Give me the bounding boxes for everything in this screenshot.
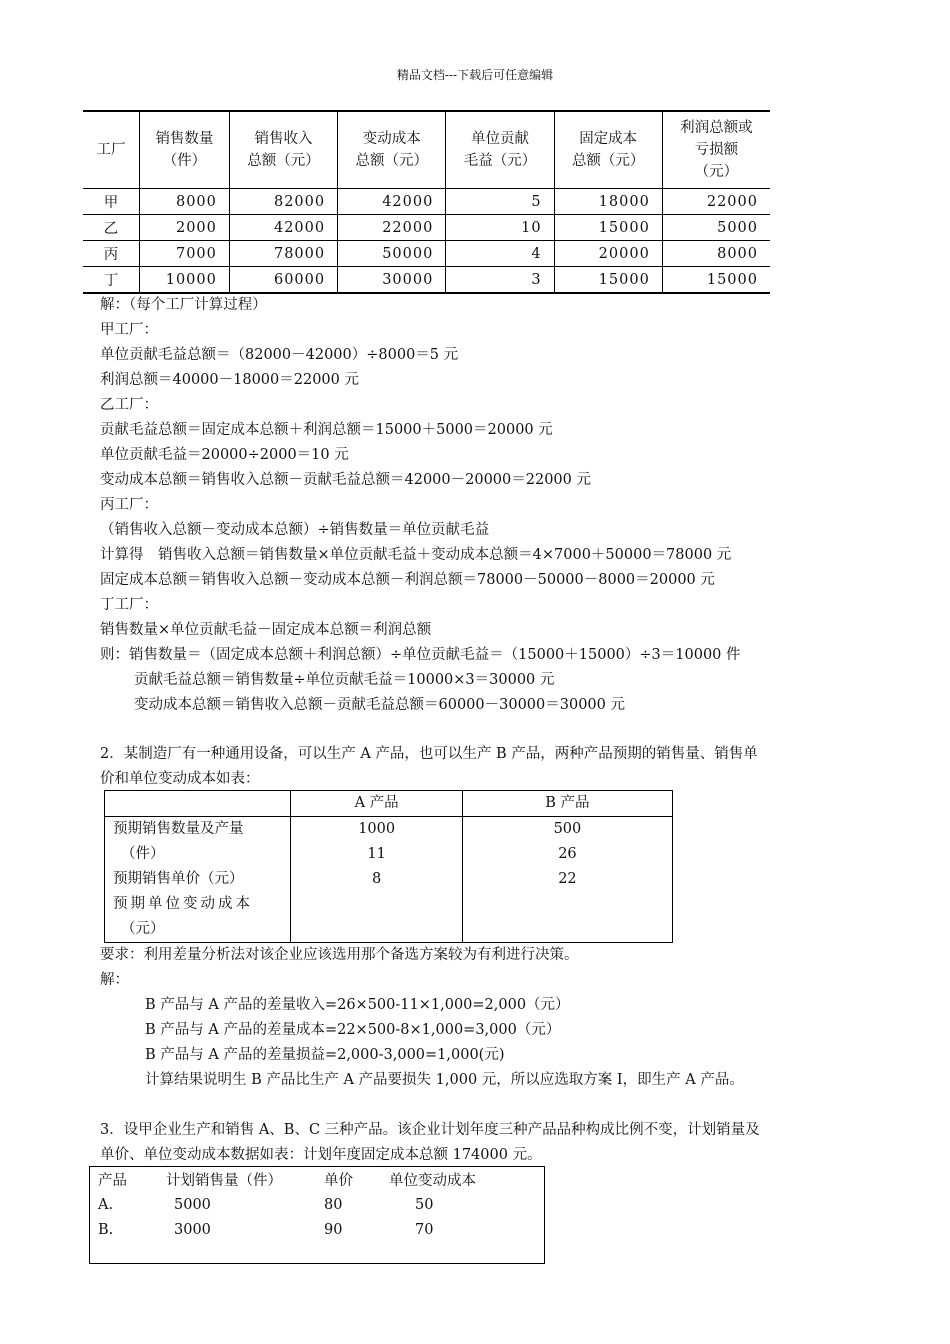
cell: 50 [415,1196,434,1213]
q2-requirement: 要求：利用差量分析法对该企业应该选用那个备选方案较为有利进行决策。 [100,947,579,963]
cell: 80 [324,1196,343,1213]
table-row [98,1192,509,1217]
header-fixed-cost: 固定成本 总额（元） [554,111,662,189]
value: 22 [558,871,577,887]
cell: 5 [446,189,554,215]
header-unit-var-cost: 单位变动成本 [389,1173,476,1189]
solution-line: 贡献毛益总额＝销售数量÷单位贡献毛益＝10000×3＝30000 元 [134,672,555,688]
table-row [83,189,770,215]
header-sales-revenue: 销售收入 总额（元） [229,111,337,189]
cell: 70 [415,1221,434,1238]
cell: 3 [446,267,554,294]
header-product-a: A 产品 [291,791,462,817]
cell: 10 [446,215,554,241]
product-a-values [291,817,462,943]
value: 8 [372,871,382,887]
cell: 22000 [338,215,446,241]
cell: 7000 [140,241,230,267]
label-yuan: （元） [121,921,165,937]
table-row [105,817,673,943]
solution-line: 单位贡献毛益＝20000÷2000＝10 元 [100,447,349,463]
cell: 2000 [140,215,230,241]
header-product: 产品 [98,1173,127,1189]
cell: 15000 [554,215,662,241]
q2-text-1: 2．某制造厂有一种通用设备，可以生产 A 产品，也可以生产 B 产品，两种产品预期的销售量、销售单 [100,746,758,762]
cell: 8000 [662,241,770,267]
factory-table [83,110,770,294]
cell: 5000 [174,1196,211,1213]
product-b-values [462,817,672,943]
cell: 82000 [229,189,337,215]
value: 1000 [358,821,396,837]
header-planned-qty: 计划销售量（件） [166,1173,282,1189]
product-compare-table [104,790,673,943]
table-header-row [83,111,770,189]
product-plan-table [98,1167,509,1242]
header-factory: 工厂 [83,111,140,189]
table-row [83,215,770,241]
label-sales-qty: 预期销售数量及产量 [113,821,244,837]
table-row [98,1217,509,1242]
table-header-row [105,791,673,817]
factory-b-label: 乙工厂： [100,397,158,413]
table-header-row [98,1167,509,1192]
header-product-b: B 产品 [462,791,672,817]
factory-c-label: 丙工厂： [100,497,158,513]
cell: 78000 [229,241,337,267]
cell: 18000 [554,189,662,215]
cell: 4 [446,241,554,267]
cell: 甲 [83,189,140,215]
row-labels [105,817,291,943]
q2-solution-label: 解： [100,972,129,988]
solution-line: 固定成本总额＝销售收入总额－变动成本总额－利润总额＝78000－50000－8000＝20000 元 [100,572,715,588]
solution-line: （销售收入总额－变动成本总额）÷销售数量＝单位贡献毛益 [100,522,490,538]
cell: 42000 [229,215,337,241]
cell: 15000 [554,267,662,294]
value: 26 [558,846,577,862]
q2-solution-line: 计算结果说明生 B 产品比生产 A 产品要损失 1,000 元，所以应选取方案 I，即生产 A 产品。 [145,1072,744,1088]
cell: 60000 [229,267,337,294]
label-unit: （件） [121,846,165,862]
factory-a-label: 甲工厂： [100,322,158,338]
value: 500 [553,821,582,837]
q3-text-1: 3．设甲企业生产和销售 A、B、C 三种产品。该企业计划年度三种产品品种构成比例不变，计划销量及 [100,1122,760,1138]
cell: 8000 [140,189,230,215]
table-row [83,267,770,294]
cell: 丙 [83,241,140,267]
cell: 15000 [662,267,770,294]
q2-text-2: 价和单位变动成本如表： [100,771,260,787]
solution-line: 变动成本总额＝销售收入总额－贡献毛益总额＝60000－30000＝30000 元 [134,697,625,713]
cell: 20000 [554,241,662,267]
q2-solution-line: B 产品与 A 产品的差量收入=26×500-11×1,000=2,000（元） [145,997,570,1013]
solution-line: 变动成本总额＝销售收入总额－贡献毛益总额＝42000－20000＝22000 元 [100,472,591,488]
cell: 5000 [662,215,770,241]
cell: 乙 [83,215,140,241]
cell: 42000 [338,189,446,215]
solution-line: 则：销售数量＝（固定成本总额＋利润总额）÷单位贡献毛益＝（15000＋15000）÷3＝10000 件 [100,647,741,663]
label-unit-var-cost: 预期单位变动成本 [113,896,253,912]
header-unit-margin: 单位贡献 毛益（元） [446,111,554,189]
cell: 30000 [338,267,446,294]
solution-line: 销售数量×单位贡献毛益－固定成本总额＝利润总额 [100,622,432,638]
q2-solution-line: B 产品与 A 产品的差量损益=2,000-3,000=1,000(元) [145,1047,505,1063]
solution-line: 计算得 销售收入总额＝销售数量×单位贡献毛益＋变动成本总额＝4×7000＋50000＝78000 元 [100,547,732,563]
header-variable-cost: 变动成本 总额（元） [338,111,446,189]
cell: 3000 [174,1221,211,1238]
page-header: 精品文档---下载后可任意编辑 [396,68,554,82]
cell: 丁 [83,267,140,294]
empty-header-cell [105,791,291,817]
cell: 22000 [662,189,770,215]
factory-d-label: 丁工厂： [100,597,158,613]
header-profit: 利润总额或 亏损额 （元） [662,111,770,189]
label-unit-price: 预期销售单价（元） [113,871,244,887]
cell: A. [98,1196,114,1213]
table-row [83,241,770,267]
solution-line: 单位贡献毛益总额＝（82000－42000）÷8000＝5 元 [100,347,459,363]
solution-line: 贡献毛益总额＝固定成本总额＋利润总额＝15000＋5000＝20000 元 [100,422,553,438]
value: 11 [367,846,386,862]
header-price: 单价 [324,1173,353,1189]
q2-solution-line: B 产品与 A 产品的差量成本=22×500-8×1,000=3,000（元） [145,1022,561,1038]
cell: B. [98,1221,114,1238]
cell: 10000 [140,267,230,294]
solution-heading: 解：（每个工厂计算过程） [100,297,267,313]
cell: 90 [324,1221,343,1238]
q3-text-2: 单价、单位变动成本数据如表：计划年度固定成本总额 174000 元。 [100,1147,542,1163]
header-sales-qty: 销售数量 （件） [140,111,230,189]
cell: 50000 [338,241,446,267]
solution-line: 利润总额＝40000－18000＝22000 元 [100,372,359,388]
